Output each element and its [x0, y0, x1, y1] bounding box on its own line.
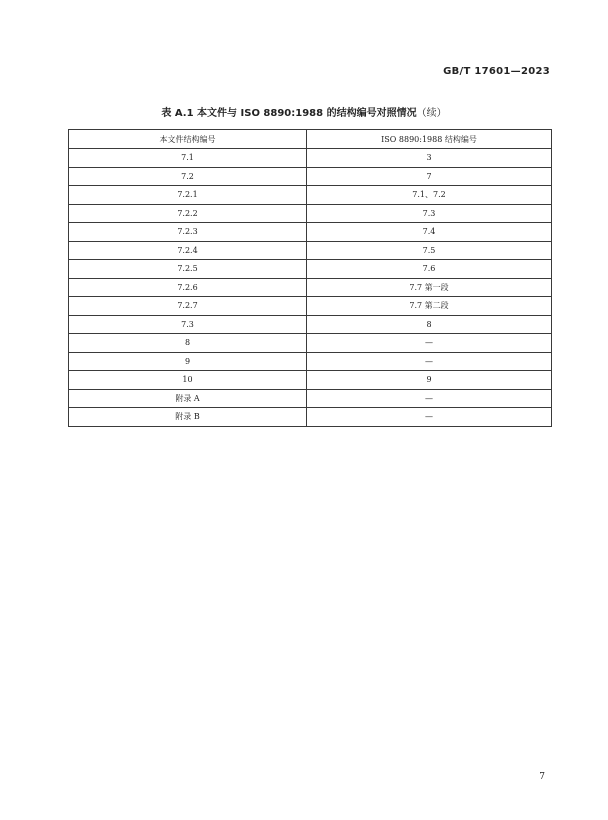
- iso-clause-cell: 7.3: [307, 204, 552, 223]
- iso-clause-cell: 3: [307, 149, 552, 168]
- this-document-clause-cell: 10: [69, 371, 307, 390]
- table-row: [69, 297, 552, 316]
- this-document-clause-cell: 7.2: [69, 167, 307, 186]
- iso-clause-cell: —: [307, 408, 552, 427]
- iso-clause-cell: 7.5: [307, 241, 552, 260]
- table-row: [69, 278, 552, 297]
- this-document-clause-cell: 7.2.7: [69, 297, 307, 316]
- table-row: [69, 167, 552, 186]
- this-document-clause-cell: 7.2.4: [69, 241, 307, 260]
- this-document-clause-cell: 7.2.5: [69, 260, 307, 279]
- iso-clause-cell: —: [307, 352, 552, 371]
- table-row: [69, 389, 552, 408]
- iso-clause-cell: 7: [307, 167, 552, 186]
- table-title-continued: （续）: [416, 108, 447, 119]
- page-number: 7: [539, 772, 545, 782]
- this-document-clause-cell: 9: [69, 352, 307, 371]
- iso-clause-cell: —: [307, 334, 552, 353]
- table-title-text: 表 A.1 本文件与 ISO 8890:1988 的结构编号对照情况: [161, 108, 417, 119]
- table-row: [69, 352, 552, 371]
- table-row: [69, 408, 552, 427]
- this-document-clause-cell: 8: [69, 334, 307, 353]
- this-document-clause-cell: 7.1: [69, 149, 307, 168]
- table-row: [69, 204, 552, 223]
- this-document-clause-cell: 7.2.2: [69, 204, 307, 223]
- this-document-clause-cell: 附录 B: [69, 408, 307, 427]
- iso-clause-cell: 7.4: [307, 223, 552, 242]
- table-row: [69, 260, 552, 279]
- column-header-iso: ISO 8890:1988 结构编号: [307, 130, 552, 149]
- table-header-row: [69, 130, 552, 149]
- iso-clause-cell: 9: [307, 371, 552, 390]
- document-code: GB/T 17601—2023: [443, 66, 550, 77]
- this-document-clause-cell: 7.2.6: [69, 278, 307, 297]
- this-document-clause-cell: 7.2.3: [69, 223, 307, 242]
- table-row: [69, 186, 552, 205]
- correspondence-table: [68, 129, 552, 427]
- iso-clause-cell: 7.1、7.2: [307, 186, 552, 205]
- table-title: [0, 104, 608, 119]
- table-body: [69, 149, 552, 427]
- iso-clause-cell: 7.7 第一段: [307, 278, 552, 297]
- table-row: [69, 334, 552, 353]
- column-header-this-document: 本文件结构编号: [69, 130, 307, 149]
- iso-clause-cell: 7.6: [307, 260, 552, 279]
- table-row: [69, 241, 552, 260]
- table-row: [69, 315, 552, 334]
- table-row: [69, 149, 552, 168]
- iso-clause-cell: 7.7 第二段: [307, 297, 552, 316]
- iso-clause-cell: 8: [307, 315, 552, 334]
- table-row: [69, 223, 552, 242]
- this-document-clause-cell: 7.3: [69, 315, 307, 334]
- this-document-clause-cell: 附录 A: [69, 389, 307, 408]
- iso-clause-cell: —: [307, 389, 552, 408]
- table-row: [69, 371, 552, 390]
- this-document-clause-cell: 7.2.1: [69, 186, 307, 205]
